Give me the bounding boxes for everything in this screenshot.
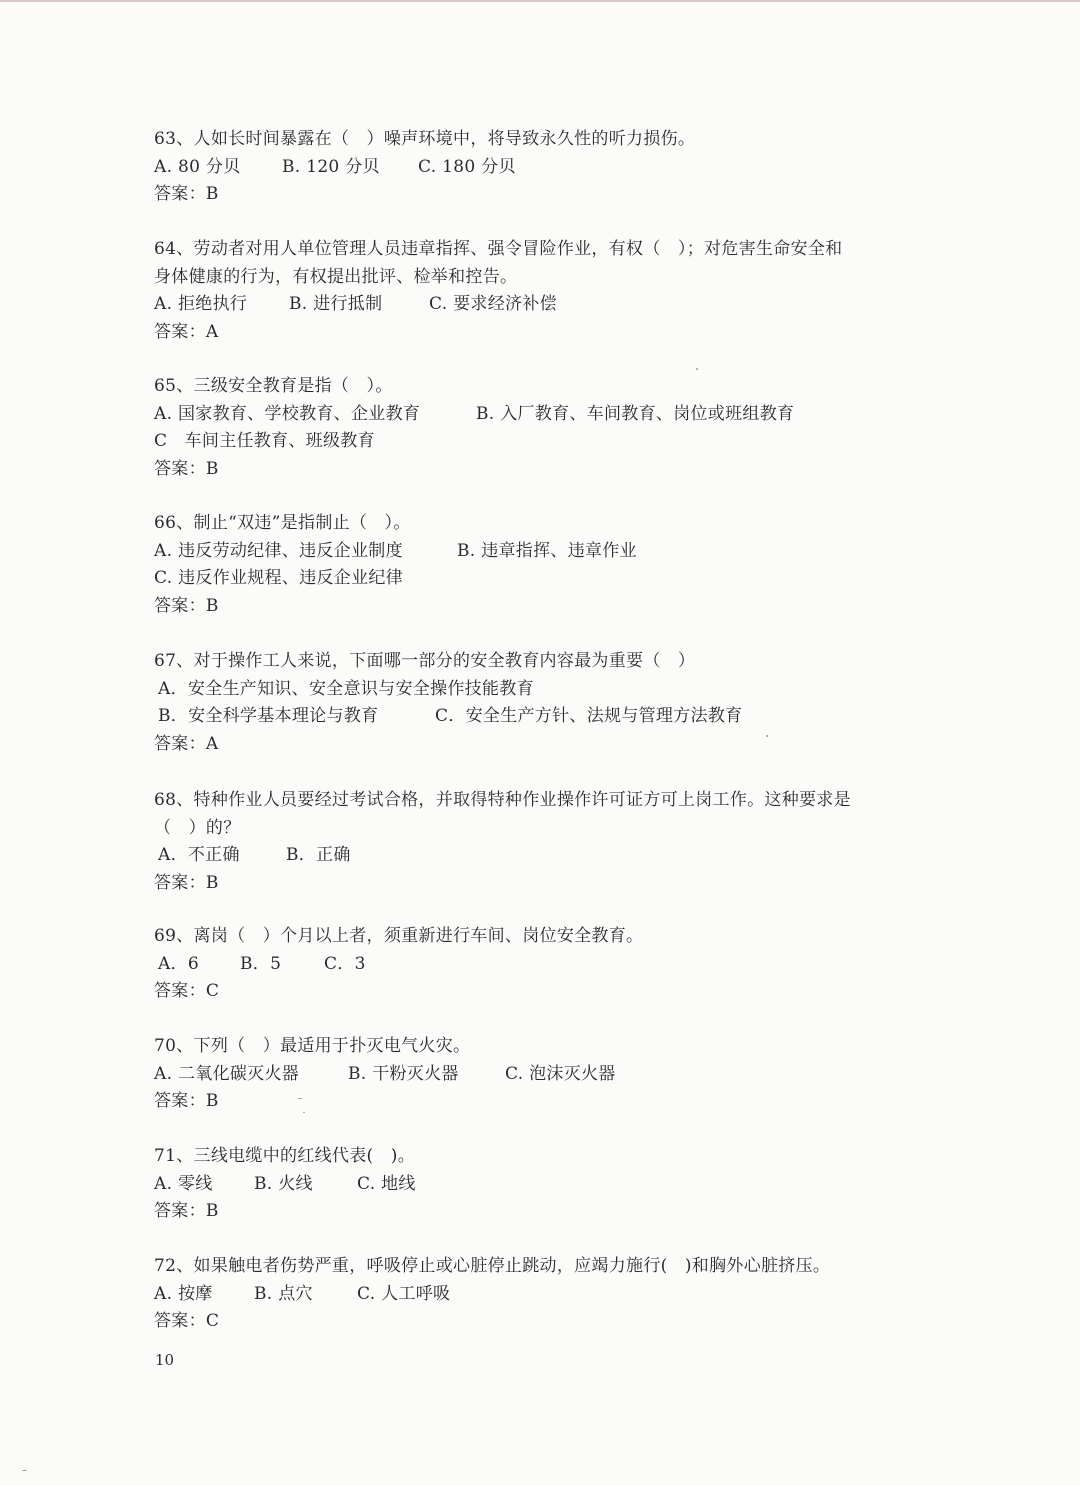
answer: 答案：C xyxy=(154,981,220,1001)
option-b: B. 火线 xyxy=(254,1173,313,1194)
question-71 xyxy=(154,1143,914,1226)
page-top-edge xyxy=(0,0,1080,2)
option-c: C. 人工呼吸 xyxy=(357,1283,451,1304)
option-b: B. 违章指挥、违章作业 xyxy=(457,540,637,561)
option-a: A. 按摩 xyxy=(154,1283,213,1304)
options-line xyxy=(154,291,914,319)
scan-speck xyxy=(766,735,768,737)
options-line xyxy=(154,154,914,182)
option-c: C. 地线 xyxy=(357,1173,416,1194)
question-stem: 68、特种作业人员要经过考试合格，并取得特种作业操作许可证方可上岗工作。这种要求是 xyxy=(154,790,851,810)
page-number: 10 xyxy=(155,1351,175,1369)
option-a: A．6 xyxy=(158,953,199,974)
option-a: A. 违反劳动纪律、违反企业制度 xyxy=(154,540,403,561)
options-line xyxy=(154,842,914,870)
option-a: A．安全生产知识、安全意识与安全操作技能教育 xyxy=(158,678,534,699)
question-68 xyxy=(154,787,914,897)
answer: 答案：B xyxy=(154,872,219,893)
question-stem: 63、人如长时间暴露在（ ）噪声环境中，将导致永久性的听力损伤。 xyxy=(154,129,696,149)
question-65 xyxy=(154,373,914,483)
answer: 答案：B xyxy=(154,1201,219,1221)
option-b: B．正确 xyxy=(286,845,351,865)
options-line xyxy=(154,565,914,593)
question-stem: 71、三线电缆中的红线代表( )。 xyxy=(154,1146,415,1166)
question-70 xyxy=(154,1033,914,1116)
question-66 xyxy=(154,510,914,620)
option-a: A. 二氧化碳灭火器 xyxy=(154,1063,300,1084)
question-67 xyxy=(154,648,914,758)
scan-speck xyxy=(696,368,698,370)
question-stem-continued: 身体健康的行为，有权提出批评、检举和控告。 xyxy=(154,266,518,287)
answer: 答案：B xyxy=(154,458,219,479)
option-c: C. 违反作业规程、违反企业纪律 xyxy=(154,568,404,588)
option-a: A. 零线 xyxy=(154,1173,213,1194)
option-b: B. 进行抵制 xyxy=(289,294,383,314)
option-a: A. 拒绝执行 xyxy=(154,294,248,314)
option-b: B. 干粉灭火器 xyxy=(348,1063,459,1084)
question-stem: 67、对于操作工人来说，下面哪一部分的安全教育内容最为重要（ ） xyxy=(154,651,696,671)
options-line xyxy=(154,676,914,704)
options-line xyxy=(154,1061,914,1089)
question-stem: 65、三级安全教育是指（ ）。 xyxy=(154,376,393,396)
scan-speck xyxy=(22,1470,27,1471)
options-line xyxy=(154,1281,914,1309)
question-72 xyxy=(154,1253,914,1336)
answer: 答案：B xyxy=(154,1091,219,1111)
option-a: A. 80 分贝 xyxy=(154,156,241,177)
options-line xyxy=(154,538,914,566)
option-c: C．3 xyxy=(324,953,366,974)
option-c: C. 泡沫灭火器 xyxy=(505,1063,616,1084)
question-stem-continued: （ ）的？ xyxy=(154,817,241,838)
option-b: B．5 xyxy=(240,953,282,974)
option-a: A．不正确 xyxy=(158,845,240,865)
option-c: C. 180 分贝 xyxy=(418,156,516,177)
option-c: C. 要求经济补偿 xyxy=(429,294,557,314)
answer: 答案：A xyxy=(154,321,219,342)
scan-speck xyxy=(303,1112,305,1113)
option-c: C．安全生产方针、法规与管理方法教育 xyxy=(435,706,743,726)
question-stem: 72、如果触电者伤势严重，呼吸停止或心脏停止跳动，应竭力施行( )和胸外心脏挤压。 xyxy=(154,1256,831,1276)
answer: 答案：A xyxy=(154,733,219,754)
answer: 答案：B xyxy=(154,595,219,616)
options-line xyxy=(154,703,914,731)
question-stem: 69、离岗（ ）个月以上者，须重新进行车间、岗位安全教育。 xyxy=(154,926,644,946)
options-line xyxy=(154,951,914,979)
answer: 答案：C xyxy=(154,1311,220,1331)
question-64 xyxy=(154,236,914,346)
option-b: B．安全科学基本理论与教育 xyxy=(158,706,379,726)
options-line xyxy=(154,1171,914,1199)
question-stem: 70、下列（ ）最适用于扑灭电气火灾。 xyxy=(154,1036,471,1056)
answer: 答案：B xyxy=(154,184,219,204)
options-line xyxy=(154,401,914,429)
option-a: A. 国家教育、学校教育、企业教育 xyxy=(154,403,421,424)
option-b: B. 点穴 xyxy=(254,1283,313,1304)
option-c: C 车间主任教育、班级教育 xyxy=(154,431,375,451)
question-69 xyxy=(154,923,914,1006)
question-stem: 64、劳动者对用人单位管理人员违章指挥、强令冒险作业，有权（ ）；对危害生命安全和 xyxy=(154,239,843,259)
option-b: B. 120 分贝 xyxy=(282,156,380,177)
option-b: B. 入厂教育、车间教育、岗位或班组教育 xyxy=(476,403,795,424)
question-63 xyxy=(154,126,914,209)
question-stem: 66、制止“双违”是指制止（ ）。 xyxy=(154,513,411,533)
options-line xyxy=(154,428,914,456)
scan-speck xyxy=(298,1098,302,1099)
